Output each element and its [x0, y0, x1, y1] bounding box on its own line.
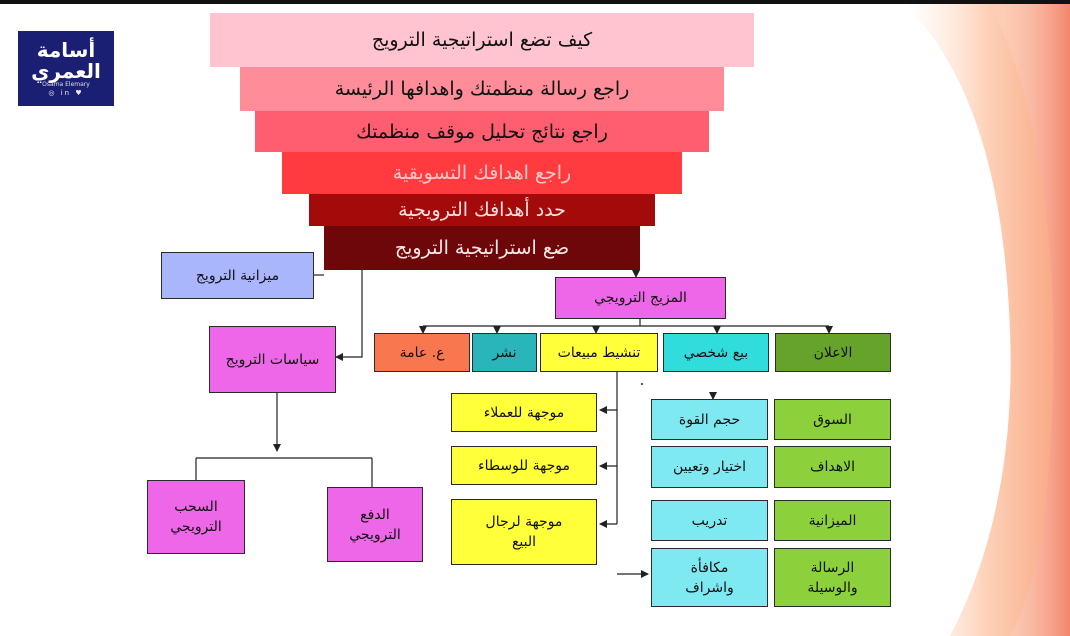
- ad-budget-box: [774, 500, 891, 541]
- push-strategy-box: [327, 487, 423, 562]
- logo-line1: أسامة: [36, 38, 96, 62]
- budget-box: [161, 252, 314, 299]
- funnel-step-6-label: ضع استراتيجية الترويج: [394, 237, 570, 259]
- reward-supervision-label: مكافأة واشراف: [685, 559, 734, 596]
- funnel-step-2-label: راجع رسالة منظمتك واهدافها الرئيسة: [334, 78, 630, 100]
- promotion-mix-box: [555, 277, 726, 319]
- push-strategy-label: الدفع الترويجي: [349, 506, 401, 543]
- sales-promotion-label: تنشيط مبيعات: [557, 344, 641, 361]
- publicity-box: [472, 333, 537, 372]
- promo-target-intermediaries: [451, 446, 597, 485]
- policies-box: [209, 326, 336, 393]
- stray-dot: [641, 383, 643, 385]
- public-relations-box: [374, 333, 470, 372]
- selection-hiring-label: اختيار وتعيين: [673, 459, 746, 475]
- public-relations-label: ع. عامة: [399, 344, 445, 361]
- logo-line2: العمري: [31, 59, 101, 83]
- policies-label: سياسات الترويج: [225, 351, 320, 368]
- reward-supervision-box: [651, 548, 768, 607]
- advertising-label: الاعلان: [813, 344, 853, 361]
- advertising-box: [775, 333, 891, 372]
- funnel-step-5-label: حدد أهدافك الترويجية: [398, 199, 566, 221]
- budget-label: ميزانية الترويج: [195, 267, 280, 284]
- message-media-box: [774, 548, 891, 607]
- personal-selling-label: بيع شخصي: [683, 344, 749, 361]
- logo-social-icons: ◎ in ♥: [48, 89, 84, 97]
- funnel-step-4-label: راجع اهدافك التسويقية: [392, 162, 572, 184]
- promo-target-salesforce-label: موجهة لرجال البيع: [485, 514, 563, 550]
- promotion-mix-label: المزيج الترويجي: [594, 290, 687, 306]
- message-media-label: الرسالة والوسيلة: [807, 559, 858, 596]
- objectives-box: [774, 446, 891, 488]
- training-label: تدريب: [691, 512, 728, 529]
- personal-selling-box: [663, 333, 769, 372]
- publicity-label: نشر: [492, 344, 517, 361]
- ad-budget-label: الميزانية: [808, 512, 857, 529]
- objectives-label: الاهداف: [810, 459, 856, 475]
- training-box: [651, 500, 768, 541]
- sales-force-size-box: [651, 399, 768, 440]
- market-label: السوق: [813, 411, 852, 428]
- market-box: [774, 399, 891, 440]
- logo-subtitle: Osama Elemary: [42, 81, 90, 88]
- funnel-step-1-label: كيف تضع استراتيجية الترويج: [371, 29, 593, 51]
- promo-target-customers: [451, 393, 597, 432]
- sales-force-size-label: حجم القوة: [678, 411, 741, 428]
- promo-target-salesforce: [451, 499, 597, 565]
- selection-hiring-box: [651, 446, 768, 488]
- sales-promotion-box: [540, 333, 658, 372]
- pull-strategy-box: [147, 480, 245, 554]
- funnel-step-3-label: راجع نتائج تحليل موقف منظمتك: [356, 120, 608, 143]
- pull-strategy-label: السحب الترويجي: [170, 499, 222, 535]
- promo-target-customers-label: موجهة للعملاء: [483, 404, 565, 421]
- promo-target-intermediaries-label: موجهة للوسطاء: [478, 457, 570, 474]
